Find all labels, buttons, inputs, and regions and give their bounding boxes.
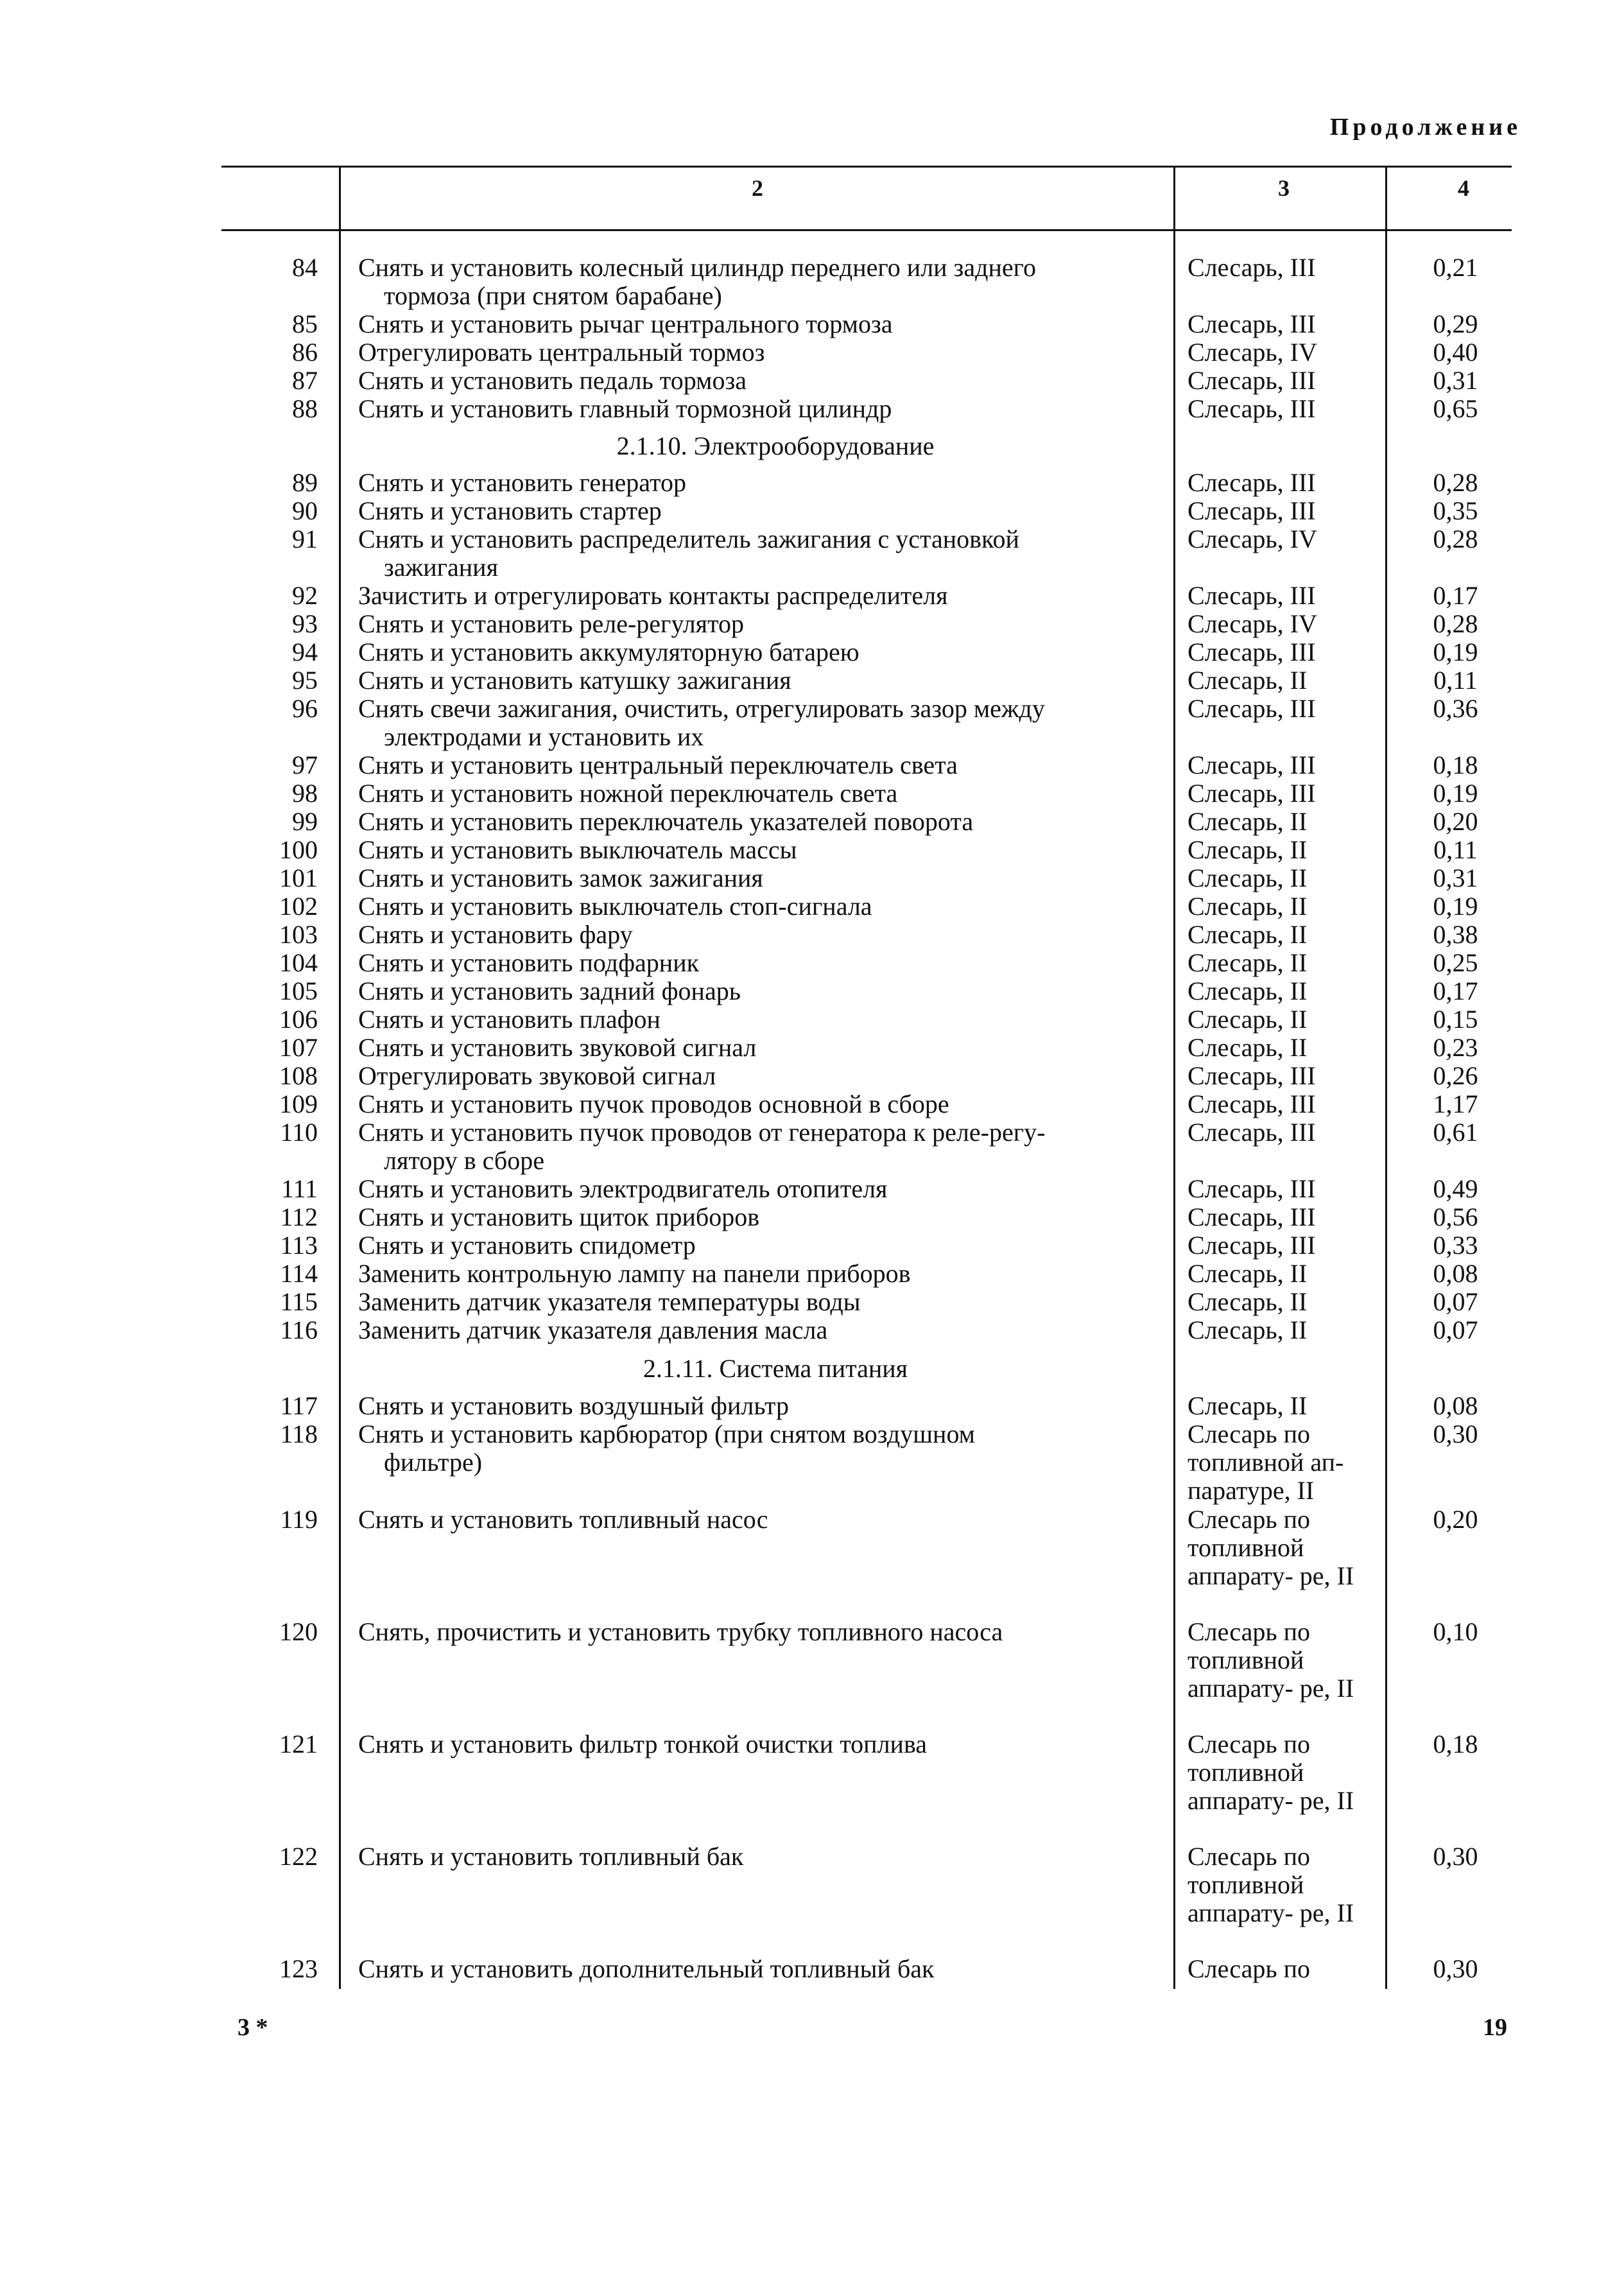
operation-description: Заменить датчик указателя температуры воды <box>358 1287 861 1316</box>
worker-grade: Слесарь, III <box>1188 1118 1316 1147</box>
worker-grade: Слесарь, II <box>1188 892 1308 921</box>
worker-grade: Слесарь по топливной аппарату- ре, II <box>1188 1505 1354 1590</box>
worker-grade: Слесарь, III <box>1188 496 1316 525</box>
operation-description: Снять и установить дополнительный топливный бак <box>358 1954 935 1983</box>
worker-grade: Слесарь, IV <box>1188 609 1317 638</box>
row-number: 109 <box>279 1089 318 1118</box>
time-norm: 0,38 <box>1433 920 1478 949</box>
section-heading-electrical: 2.1.10. Электрооборудование <box>616 431 935 460</box>
worker-grade: Слесарь, III <box>1188 468 1316 497</box>
time-norm: 0,20 <box>1433 1505 1478 1534</box>
operation-description: Снять и установить ножной переключатель света <box>358 779 898 808</box>
time-norm: 0,11 <box>1433 666 1478 695</box>
worker-grade: Слесарь, II <box>1188 920 1308 949</box>
worker-grade: Слесарь, III <box>1188 366 1316 395</box>
operation-description: Снять и установить реле-регулятор <box>358 609 745 638</box>
time-norm: 0,10 <box>1433 1617 1478 1646</box>
operation-description: Снять и установить рычаг центрального тормоза <box>358 309 893 338</box>
operation-description: Снять и установить топливный насос <box>358 1505 768 1534</box>
column-header-3: 3 <box>1278 175 1290 201</box>
time-norm: 0,07 <box>1433 1287 1478 1316</box>
row-number: 85 <box>292 309 318 338</box>
worker-grade: Слесарь, IV <box>1188 338 1317 367</box>
operation-description: Снять и установить задний фонарь <box>358 976 741 1005</box>
row-number: 87 <box>292 366 318 395</box>
worker-grade: Слесарь, III <box>1188 638 1316 666</box>
operation-description: Снять и установить колесный цилиндр переднего или заднего тормоза (при снятом барабане) <box>358 253 1037 310</box>
row-number: 99 <box>292 807 318 836</box>
operation-description: Снять и установить плафон <box>358 1005 661 1034</box>
row-number: 105 <box>279 976 318 1005</box>
section-heading-fuel-system: 2.1.11. Система питания <box>643 1354 908 1383</box>
row-number: 115 <box>280 1287 318 1316</box>
row-number: 94 <box>292 638 318 666</box>
column-divider-1 <box>339 166 341 1989</box>
operation-description: Снять и установить пучок проводов от генератора к реле-регу- лятору в сборе <box>358 1118 1046 1175</box>
row-number: 96 <box>292 694 318 723</box>
time-norm: 0,65 <box>1433 394 1478 423</box>
operation-description: Снять и установить спидометр <box>358 1231 696 1260</box>
time-norm: 0,28 <box>1433 525 1478 553</box>
row-number: 93 <box>292 609 318 638</box>
continuation-label: Продолжение <box>1329 114 1521 141</box>
operation-description: Снять и установить стартер <box>358 496 662 525</box>
worker-grade: Слесарь, IV <box>1188 525 1317 553</box>
worker-grade: Слесарь, III <box>1188 1089 1316 1118</box>
worker-grade: Слесарь, II <box>1188 1259 1308 1288</box>
row-number: 121 <box>279 1730 318 1758</box>
operation-description: Снять и установить центральный переключатель света <box>358 751 958 779</box>
row-number: 123 <box>279 1954 318 1983</box>
worker-grade: Слесарь, II <box>1188 864 1308 892</box>
row-number: 120 <box>279 1617 318 1646</box>
operation-description: Отрегулировать центральный тормоз <box>358 338 765 367</box>
row-number: 101 <box>279 864 318 892</box>
worker-grade: Слесарь, III <box>1188 1174 1316 1203</box>
row-number: 102 <box>279 892 318 921</box>
operation-description: Снять и установить электродвигатель отопителя <box>358 1174 888 1203</box>
row-number: 98 <box>292 779 318 808</box>
worker-grade: Слесарь, II <box>1188 835 1308 864</box>
row-number: 117 <box>280 1391 318 1420</box>
worker-grade: Слесарь, II <box>1188 976 1308 1005</box>
time-norm: 0,18 <box>1433 1730 1478 1758</box>
operation-description: Снять свечи зажигания, очистить, отрегулировать зазор между электродами и установить их <box>358 694 1045 751</box>
time-norm: 0,08 <box>1433 1391 1478 1420</box>
time-norm: 0,19 <box>1433 638 1478 666</box>
row-number: 112 <box>280 1202 318 1231</box>
worker-grade: Слесарь, III <box>1188 394 1316 423</box>
operation-description: Снять и установить подфарник <box>358 948 700 977</box>
operation-description: Снять и установить генератор <box>358 468 686 497</box>
worker-grade: Слесарь, III <box>1188 694 1316 723</box>
row-number: 91 <box>292 525 318 553</box>
time-norm: 0,23 <box>1433 1033 1478 1062</box>
row-number: 92 <box>292 581 318 610</box>
worker-grade: Слесарь по топливной аппарату- ре, II <box>1188 1842 1354 1927</box>
worker-grade: Слесарь, II <box>1188 1391 1308 1420</box>
row-number: 107 <box>279 1033 318 1062</box>
time-norm: 0,25 <box>1433 948 1478 977</box>
operation-description: Снять, прочистить и установить трубку топливного насоса <box>358 1617 1003 1646</box>
row-number: 103 <box>279 920 318 949</box>
time-norm: 0,31 <box>1433 864 1478 892</box>
worker-grade: Слесарь, II <box>1188 1287 1308 1316</box>
operation-description: Снять и установить выключатель стоп-сигнала <box>358 892 872 921</box>
operation-description: Снять и установить распределитель зажигания с установкой зажигания <box>358 525 1019 582</box>
page-number: 19 <box>1483 2014 1507 2041</box>
time-norm: 0,17 <box>1433 581 1478 610</box>
operation-description: Снять и установить воздушный фильтр <box>358 1391 790 1420</box>
row-number: 89 <box>292 468 318 497</box>
operation-description: Снять и установить фару <box>358 920 633 949</box>
time-norm: 0,11 <box>1433 835 1478 864</box>
time-norm: 0,30 <box>1433 1419 1478 1448</box>
time-norm: 0,21 <box>1433 253 1478 282</box>
row-number: 118 <box>280 1419 318 1448</box>
worker-grade: Слесарь, III <box>1188 1061 1316 1090</box>
row-number: 122 <box>279 1842 318 1871</box>
row-number: 106 <box>279 1005 318 1034</box>
time-norm: 0,33 <box>1433 1231 1478 1260</box>
time-norm: 0,40 <box>1433 338 1478 367</box>
time-norm: 0,29 <box>1433 309 1478 338</box>
time-norm: 0,56 <box>1433 1202 1478 1231</box>
time-norm: 0,30 <box>1433 1954 1478 1983</box>
worker-grade: Слесарь, II <box>1188 948 1308 977</box>
time-norm: 0,19 <box>1433 779 1478 808</box>
time-norm: 0,07 <box>1433 1315 1478 1344</box>
operation-description: Снять и установить пучок проводов основной в сборе <box>358 1089 949 1118</box>
time-norm: 0,30 <box>1433 1842 1478 1871</box>
operation-description: Снять и установить аккумуляторную батарею <box>358 638 860 666</box>
row-number: 116 <box>280 1315 318 1344</box>
row-number: 86 <box>292 338 318 367</box>
time-norm: 0,20 <box>1433 807 1478 836</box>
worker-grade: Слесарь по <box>1188 1954 1311 1983</box>
row-number: 108 <box>279 1061 318 1090</box>
worker-grade: Слесарь по топливной ап- паратуре, II <box>1188 1419 1344 1505</box>
worker-grade: Слесарь, III <box>1188 1231 1316 1260</box>
row-number: 110 <box>280 1118 318 1147</box>
worker-grade: Слесарь, III <box>1188 253 1316 282</box>
column-header-4: 4 <box>1458 175 1469 201</box>
operation-description: Зачистить и отрегулировать контакты распределителя <box>358 581 948 610</box>
time-norm: 0,08 <box>1433 1259 1478 1288</box>
operation-description: Заменить контрольную лампу на панели приборов <box>358 1259 911 1288</box>
operation-description: Снять и установить топливный бак <box>358 1842 744 1871</box>
time-norm: 0,31 <box>1433 366 1478 395</box>
time-norm: 0,36 <box>1433 694 1478 723</box>
worker-grade: Слесарь, III <box>1188 309 1316 338</box>
row-number: 119 <box>280 1505 318 1534</box>
table-header-rule <box>221 229 1512 231</box>
worker-grade: Слесарь, III <box>1188 581 1316 610</box>
worker-grade: Слесарь, II <box>1188 1033 1308 1062</box>
operation-description: Снять и установить фильтр тонкой очистки топлива <box>358 1730 928 1758</box>
signature-mark: 3 * <box>238 2014 268 2041</box>
worker-grade: Слесарь, II <box>1188 666 1308 695</box>
row-number: 97 <box>292 751 318 779</box>
column-header-2: 2 <box>752 175 763 201</box>
operation-description: Заменить датчик указателя давления масла <box>358 1315 828 1344</box>
operation-description: Снять и установить звуковой сигнал <box>358 1033 757 1062</box>
time-norm: 0,26 <box>1433 1061 1478 1090</box>
time-norm: 0,28 <box>1433 468 1478 497</box>
operation-description: Снять и установить катушку зажигания <box>358 666 791 695</box>
row-number: 114 <box>280 1259 318 1288</box>
row-number: 84 <box>292 253 318 282</box>
time-norm: 0,49 <box>1433 1174 1478 1203</box>
time-norm: 0,17 <box>1433 976 1478 1005</box>
worker-grade: Слесарь по топливной аппарату- ре, II <box>1188 1617 1354 1703</box>
time-norm: 0,61 <box>1433 1118 1478 1147</box>
worker-grade: Слесарь, II <box>1188 1005 1308 1034</box>
time-norm: 0,35 <box>1433 496 1478 525</box>
worker-grade: Слесарь, III <box>1188 751 1316 779</box>
operation-description: Снять и установить главный тормозной цилиндр <box>358 394 892 423</box>
row-number: 95 <box>292 666 318 695</box>
row-number: 90 <box>292 496 318 525</box>
operation-description: Отрегулировать звуковой сигнал <box>358 1061 716 1090</box>
time-norm: 0,19 <box>1433 892 1478 921</box>
operation-description: Снять и установить выключатель массы <box>358 835 797 864</box>
row-number: 111 <box>281 1174 318 1203</box>
worker-grade: Слесарь, II <box>1188 1315 1308 1344</box>
row-number: 113 <box>280 1231 318 1260</box>
row-number: 104 <box>279 948 318 977</box>
operation-description: Снять и установить переключатель указателей поворота <box>358 807 974 836</box>
worker-grade: Слесарь, III <box>1188 779 1316 808</box>
row-number: 88 <box>292 394 318 423</box>
operation-description: Снять и установить замок зажигания <box>358 864 763 892</box>
time-norm: 0,15 <box>1433 1005 1478 1034</box>
operation-description: Снять и установить педаль тормоза <box>358 366 747 395</box>
time-norm: 1,17 <box>1433 1089 1478 1118</box>
time-norm: 0,28 <box>1433 609 1478 638</box>
worker-grade: Слесарь, II <box>1188 807 1308 836</box>
row-number: 100 <box>279 835 318 864</box>
time-norm: 0,18 <box>1433 751 1478 779</box>
table-top-rule <box>221 166 1512 168</box>
operation-description: Снять и установить карбюратор (при снятом воздушном фильтре) <box>358 1419 975 1477</box>
worker-grade: Слесарь, III <box>1188 1202 1316 1231</box>
worker-grade: Слесарь по топливной аппарату- ре, II <box>1188 1730 1354 1815</box>
operation-description: Снять и установить щиток приборов <box>358 1202 760 1231</box>
